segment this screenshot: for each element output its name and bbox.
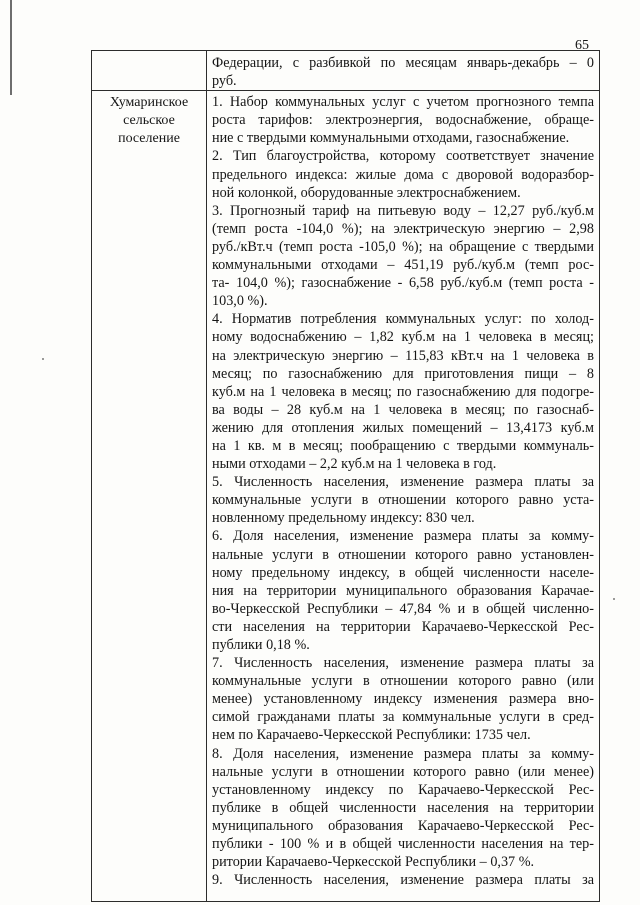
description-text-line: установленному индексу по Карачаево-Черкесской Рес-	[212, 781, 594, 798]
description-text-line: публики - 100 % и в общей численности населения на тер-	[212, 836, 594, 853]
description-text-line: 7. Численность населения, изменение размера платы за	[212, 655, 594, 672]
description-text-line: публике в общей численности населения на территории	[212, 799, 594, 816]
description-text-line: 8. Доля населения, изменение размера платы за комму-	[212, 745, 594, 762]
empty-region-cell	[92, 51, 207, 91]
description-text-line: месяц; по газоснабжению для приготовления пищи – 8	[212, 365, 594, 382]
description-text-line: 2. Тип благоустройства, которому соответствует значение	[212, 148, 594, 165]
description-text-line: на 1 кв. м в месяц; пообращению с твердыми коммуналь-	[212, 437, 594, 454]
continued-text-cell	[207, 51, 600, 91]
settlement-description-cell	[207, 91, 600, 902]
description-text-line: нальные услуги в отношении которого равно установлен-	[212, 546, 594, 563]
continued-text	[212, 54, 594, 90]
description-text-line: ному предельному индексу, в общей численности населе-	[212, 564, 594, 581]
description-text-line: ному водоснабжению – 1,82 куб.м на 1 человека в месяц;	[212, 329, 594, 346]
description-text-line: та- 104,0 %); газоснабжение - 6,58 руб./куб.м (темп роста -	[212, 275, 594, 292]
table-row-settlement	[92, 91, 600, 902]
settlement-name-line: поселение	[118, 131, 180, 147]
tariff-table	[91, 50, 600, 902]
description-text-line: 5. Численность населения, изменение размера платы за	[212, 474, 594, 491]
description-text-line: во-Черкесской Республики – 47,84 % и в общей численно-	[212, 600, 594, 617]
description-text-line: 3. Прогнозный тариф на питьевую воду – 12,27 руб./куб.м	[212, 202, 594, 219]
description-text-line: коммунальные услуги в отношении которого равно уста-	[212, 492, 594, 509]
description-text-line: ритории Карачаево-Черкесской Республики – 0,37 %.	[212, 854, 535, 871]
description-text-line: 4. Норматив потребления коммунальных услуг: по холод-	[212, 311, 594, 328]
settlement-name-line: сельское	[123, 113, 175, 129]
description-text-line: 9. Численность населения, изменение размера платы за	[212, 872, 594, 889]
description-text-line: новленному предельному индексу: 830 чел.	[212, 510, 475, 527]
description-text-line: менее) установленному индексу изменения размера вно-	[212, 691, 594, 708]
description-text-line: коммунальные услуги в отношении которого равно (или	[212, 673, 594, 690]
description-text-line: нем по Карачаево-Черкесской Республики: 1735 чел.	[212, 727, 531, 744]
scan-edge-mark	[10, 0, 12, 95]
description-text-line: ние с твердыми коммунальными отходами, газоснабжение.	[212, 130, 570, 147]
description-text-line: ва воды – 28 куб.м на 1 человека в месяц; по газоснаб-	[212, 401, 594, 418]
description-text-line: роста тарифов: электроэнергия, водоснабжение, обраще-	[212, 112, 594, 129]
description-text-line: ной колонкой, оборудованные электроснабжением.	[212, 184, 521, 201]
scan-speck	[613, 598, 615, 600]
description-text-line: куб.м на 1 человека в месяц; по газоснабжению для подогре-	[212, 383, 594, 400]
description-text-line: (темп роста -104,0 %); на электрическую энергию – 2,98	[212, 220, 594, 237]
description-text-line: ными отходами – 2,2 куб.м на 1 человека в год.	[212, 456, 497, 473]
description-text-line: на электрическую энергию – 115,83 кВт.ч на 1 человека в	[212, 347, 594, 364]
settlement-name-cell	[92, 91, 207, 902]
description-text-line: коммунальными отходами – 451,19 руб./куб.м (темп рос-	[212, 257, 594, 274]
description-text-line: симой гражданами платы за коммунальные услуги в сред-	[212, 709, 594, 726]
table-row-continued	[92, 51, 600, 91]
description-text-line: муниципального образования Карачаево-Черкесской Рес-	[212, 817, 594, 834]
description-text-line: руб./кВт.ч (темп роста -105,0 %); на обращение с твердыми	[212, 238, 594, 255]
page-number: 65	[575, 38, 589, 53]
description-text-line: сти населения на территории Карачаево-Черкесской Рес-	[212, 618, 594, 635]
description-text-line: 1. Набор коммунальных услуг с учетом прогнозного темпа	[212, 94, 594, 111]
description-text-line: предельного индекса: жилые дома с дворовой водоразбор-	[212, 166, 594, 183]
settlement-name-line: Хумаринское	[109, 95, 189, 111]
description-text-line: публики 0,18 %.	[212, 637, 310, 653]
description-text-line: жению для отопления жилых помещений – 13,4173 куб.м	[212, 419, 594, 436]
continued-text-line: Федерации, с разбивкой по месяцам январь-декабрь – 0	[212, 55, 594, 71]
settlement-description-text	[212, 93, 594, 889]
description-text-line: ния на территории муниципального образования Карачае-	[212, 582, 594, 599]
continued-text-line: руб.	[212, 73, 237, 90]
scan-speck	[42, 358, 44, 360]
description-text-line: 103,0 %).	[212, 293, 268, 310]
description-text-line: нальные услуги в отношении которого равно (или менее)	[212, 763, 594, 780]
description-text-line: 6. Доля населения, изменение размера платы за комму-	[212, 528, 594, 545]
